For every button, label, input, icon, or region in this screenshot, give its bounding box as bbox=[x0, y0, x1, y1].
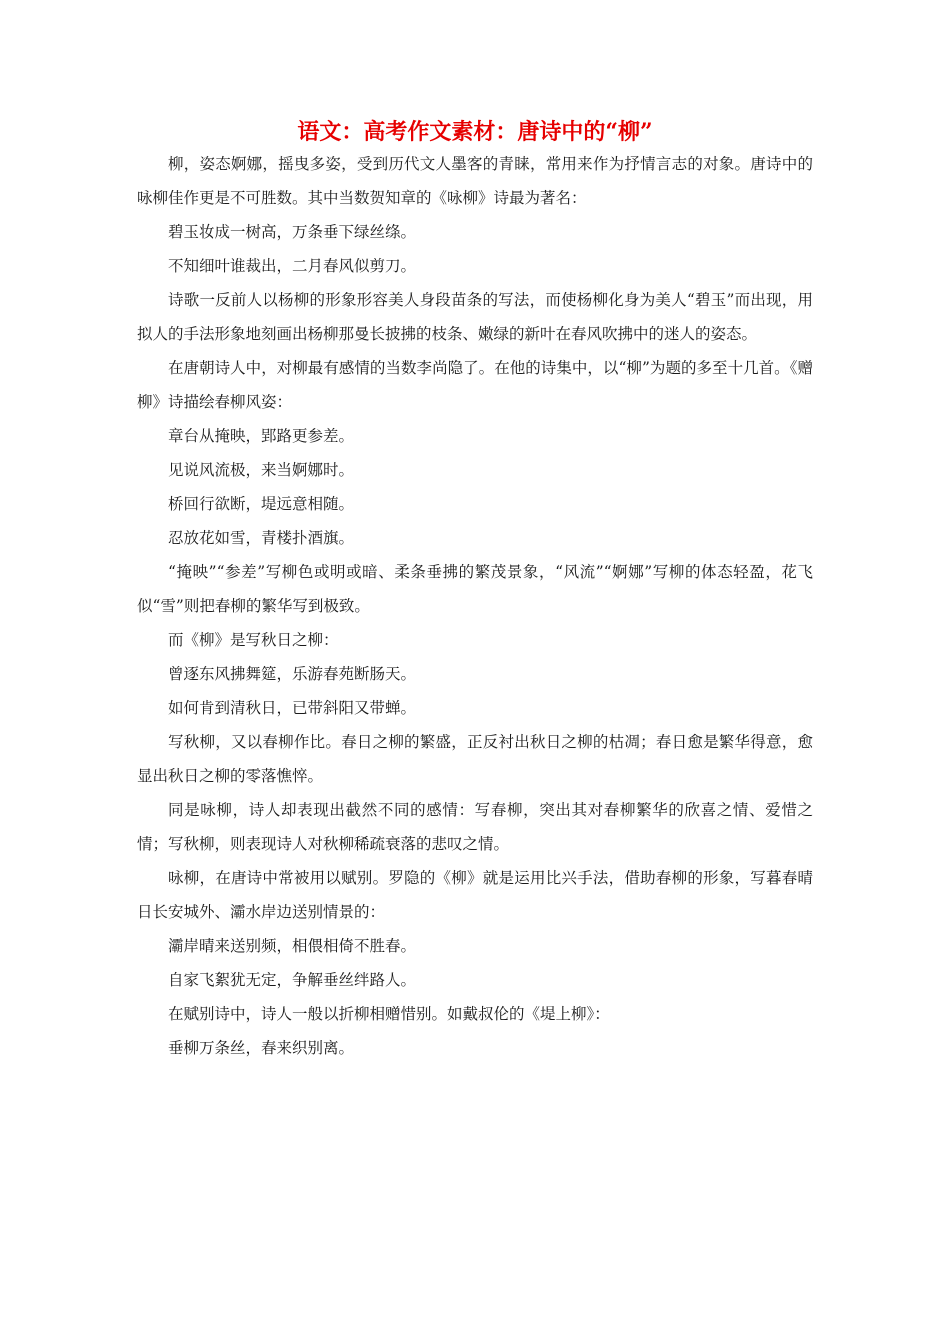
paragraph-intro: 柳，姿态婀娜，摇曳多姿，受到历代文人墨客的青睐，常用来作为抒情言志的对象。唐诗中的咏柳佳作更是不可胜数。其中当数贺知章的《咏柳》诗最为著名： bbox=[137, 155, 813, 207]
poem-line: 忍放花如雪，青楼扑酒旗。 bbox=[168, 529, 355, 547]
paragraph-farewell: 在赋别诗中，诗人一般以折柳相赠惜别。如戴叔伦的《堤上柳》： bbox=[168, 1005, 610, 1023]
paragraph-li-shangyin: 在唐朝诗人中，对柳最有感情的当数李尚隐了。在他的诗集中，以“柳”为题的多至十几首。《赠柳》诗描绘春柳风姿： bbox=[137, 359, 813, 411]
poem-line: 章台从掩映，郢路更参差。 bbox=[168, 427, 355, 445]
paragraph-autumn-intro: 而《柳》是写秋日之柳： bbox=[168, 631, 339, 649]
poem-line: 曾逐东风拂舞筵，乐游春苑断肠天。 bbox=[168, 665, 417, 683]
poem-line: 灞岸晴来送别频，相偎相倚不胜春。 bbox=[168, 937, 417, 955]
paragraph-analysis: 写秋柳，又以春柳作比。春日之柳的繁盛，正反衬出秋日之柳的枯凋；春日愈是繁华得意，愈显出秋日之柳的零落憔悴。 bbox=[137, 733, 813, 785]
poem-line: 自家飞絮犹无定，争解垂丝绊路人。 bbox=[168, 971, 417, 989]
poem-line: 碧玉妆成一树高，万条垂下绿丝绦。 bbox=[168, 223, 417, 241]
paragraph-analysis: 诗歌一反前人以杨柳的形象形容美人身段苗条的写法，而使杨柳化身为美人“碧玉”而出现，用拟人的手法形象地刻画出杨柳那曼长披拂的枝条、嫩绿的新叶在春风吹拂中的迷人的姿态。 bbox=[137, 291, 813, 343]
document-title: 语文：高考作文素材：唐诗中的“柳” bbox=[297, 119, 653, 145]
poem-line: 桥回行欲断，堤远意相随。 bbox=[168, 495, 355, 513]
poem-line: 不知细叶谁裁出，二月春风似剪刀。 bbox=[168, 257, 417, 275]
poem-line: 如何肯到清秋日，已带斜阳又带蝉。 bbox=[168, 699, 417, 717]
paragraph-analysis: “掩映”“参差”写柳色或明或暗、柔条垂拂的繁茂景象，“风流”“婀娜”写柳的体态轻盈，花飞似“雪”则把春柳的繁华写到极致。 bbox=[137, 563, 813, 615]
poem-line: 垂柳万条丝，春来织别离。 bbox=[168, 1039, 355, 1057]
paragraph-farewell: 咏柳，在唐诗中常被用以赋别。罗隐的《柳》就是运用比兴手法，借助春柳的形象，写暮春晴日长安城外、灞水岸边送别情景的： bbox=[137, 869, 813, 921]
poem-line: 见说风流极，来当婀娜时。 bbox=[168, 461, 355, 479]
paragraph-analysis: 同是咏柳，诗人却表现出截然不同的感情：写春柳，突出其对春柳繁华的欣喜之情、爱惜之情；写秋柳，则表现诗人对秋柳稀疏衰落的悲叹之情。 bbox=[137, 801, 813, 853]
document-page bbox=[137, 117, 813, 1065]
